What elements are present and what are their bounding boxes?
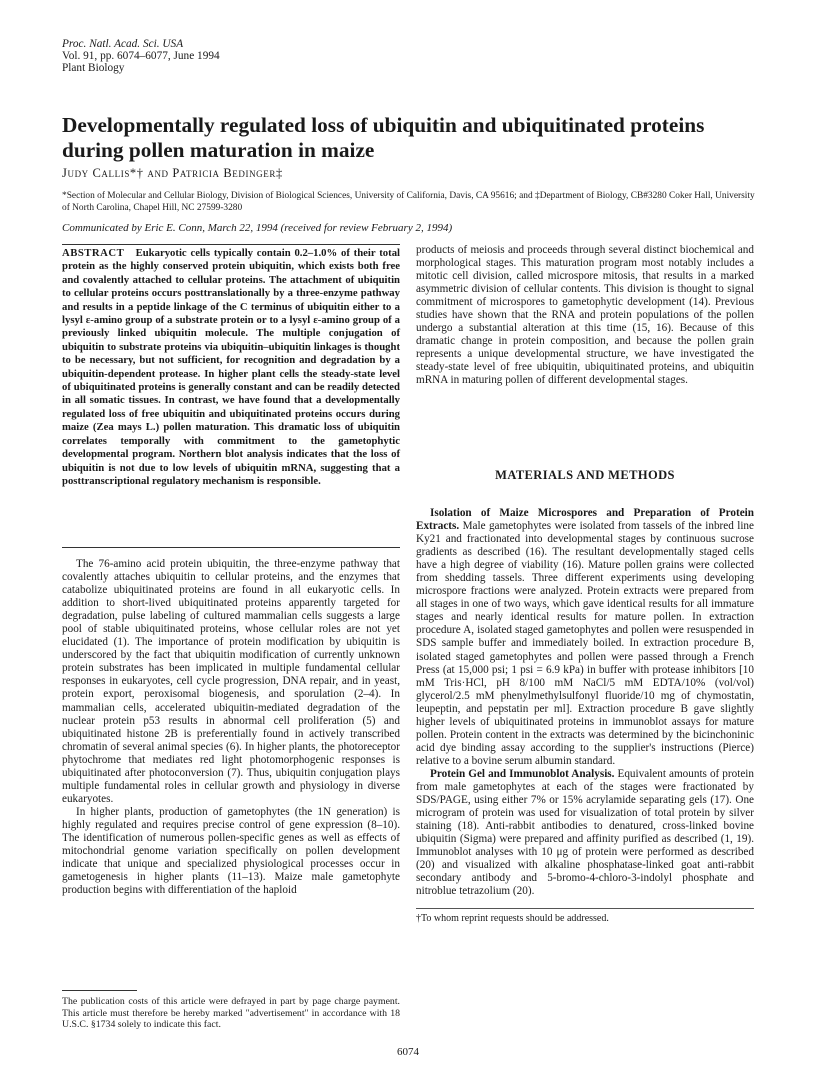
methods-column <box>416 507 754 898</box>
abstract-label: ABSTRACT <box>62 247 125 259</box>
reprint-footnote: †To whom reprint requests should be addressed. <box>416 913 609 924</box>
methods-subheading-1: Isolation of Maize Microspores and Preparation of Protein Extracts. <box>416 507 754 533</box>
intro-paragraph-1: The 76-amino acid protein ubiquitin, the three-enzyme pathway that covalently attaches ubiquitin to cellular proteins, and the enzymes that catabolize ubiquitinated proteins are found in all eukaryotic cells. In addition to short-lived ubiquitinated proteins apparently targeted for degradation, pulse labeling of cultured mammalian cells suggests a large pool of stable ubiquitinated proteins, whose cellular roles are not yet elucidated (1). The importance of protein modification by ubiquitin is underscored by the fact that ubiquitin modification of currently unknown protein substrates has been implicated in multiple fundamental cellular responses in eukaryotes, cell cycle progression, DNA repair, and in yeast, protein export, peroxisomal biogenesis, and sporulation (2–4). In mammalian cells, accelerated ubiquitin-mediated degradation of the nuclear protein p53 results in abnormal cell proliferation (5) and ubiquitinated histone 2B is preferentially found in actively transcribed chromatin of several animal species (6). In higher plants, the photoreceptor phytochrome that mediates red light photomorphogenic responses is ubiquitinated after photoconversion (7). Thus, ubiquitin conjugation plays multiple fundamental roles in cellular growth and physiology in diverse eukaryotes. <box>62 558 400 805</box>
methods-text-2: Equivalent amounts of protein from male gametophytes at each of the stages were fractionated by SDS/PAGE, using either 7% or 15% acrylamide separating gels (17). One microgram of protein was used for visualization of total protein by silver staining (18). Anti-rabbit antibodies to denatured, cross-linked bovine ubiquitin (Sigma) were prepared and affinity purified as described (1, 19). Immunoblot analyses with 10 μg of protein were performed as described (20) and visualized with alkaline phosphatase-linked goat anti-rabbit secondary antibody and 5-bromo-4-chloro-3-indolyl phosphate and nitroblue tetrazolium (20). <box>416 767 755 898</box>
section-label: Plant Biology <box>62 62 125 74</box>
footnote-divider-right <box>416 908 754 909</box>
intro-left-column <box>62 558 400 897</box>
author-list: Judy Callis*† and Patricia Bedinger‡ <box>62 166 283 180</box>
intro-paragraph-2: In higher plants, production of gametophytes (the 1N generation) is highly regulated and requires precise control of gene expression (8–10). The identification of numerous pollen-specific genes as well as effects of mitochondrial genome variation specifically on pollen development indicate that unique and specialized physiological processes occur in gametogenesis in higher plants (11–13). Maize male gametophyte production begins with differentiation of the haploid <box>62 805 400 897</box>
methods-paragraph-2 <box>416 768 754 898</box>
abstract <box>62 247 400 488</box>
page-number: 6074 <box>397 1046 419 1058</box>
article-title: Developmentally regulated loss of ubiquitin and ubiquitinated proteins during pollen maturation in maize <box>62 113 705 162</box>
publication-cost-footnote: The publication costs of this article were defrayed in part by page charge payment. This article must therefore be hereby marked "advertisement" in accordance with 18 U.S.C. §1734 solely to indicate this fact. <box>62 996 400 1030</box>
methods-paragraph-1 <box>416 507 754 768</box>
affiliations: *Section of Molecular and Cellular Biology, Division of Biological Sciences, University of California, Davis, CA 95616; and ‡Department of Biology, CB#3280 Coker Hall, University of North Carolina, Chapel Hill, NC 27599-3280 <box>62 191 755 213</box>
methods-subheading-2: Protein Gel and Immunoblot Analysis. <box>430 767 615 780</box>
intro-paragraph-3: products of meiosis and proceeds through several distinct biochemical and morphological stages. This maturation program most notably includes a mitotic cell division, called microspore mitosis, that results in a marked asymmetric division of cellular contents. This division is thought to signal commitment of microspores to gametophytic development (14). Previous studies have shown that the RNA and protein populations of the pollen undergo a substantial alteration at this time (15, 16). Because of this dramatic change in protein composition, and because the pollen grain represents a unique developmental structure, we have investigated the steady-state level of free ubiquitin, ubiquitinated proteins, and ubiquitin mRNA in maturing pollen of different developmental stages. <box>416 244 754 387</box>
journal-header <box>62 38 220 74</box>
communicated-by: Communicated by Eric E. Conn, March 22, 1994 (received for review February 2, 1994) <box>62 222 453 234</box>
footnote-divider-left <box>62 990 137 991</box>
methods-heading: MATERIALS AND METHODS <box>495 468 675 482</box>
abstract-text: Eukaryotic cells typically contain 0.2–1.0% of their total protein as the highly conserved protein ubiquitin, which exists both free and covalently attached to cellular proteins. The attachment of ubiquitin to cellular proteins occurs posttranslationally by a three-enzyme pathway and results in a peptide linkage of the C terminus of ubiquitin either to a lysyl ε-amino group of a substrate protein or to a lysyl ε-amino group of a previously linked ubiquitin molecule. The multiple conjugation of ubiquitin to substrate proteins via ubiquitin–ubiquitin linkages is thought to be necessary, but not sufficient, for recognition and degradation by a ubiquitin-dependent protease. In higher plant cells the steady-state level of ubiquitinated proteins is generally constant and can be readily detected in all somatic tissues. In contrast, we have found that a developmentally regulated loss of free ubiquitin and ubiquitinated proteins occurs during maize (Zea mays L.) pollen maturation. This dramatic loss of ubiquitin correlates temporally with commitment to the gametophytic developmental program. Northern blot analysis indicates that the loss of ubiquitin is not due to low levels of ubiquitin mRNA, suggesting that a posttranscriptional regulatory mechanism is responsible. <box>62 247 401 487</box>
volume-line: Vol. 91, pp. 6074–6077, June 1994 <box>62 50 220 62</box>
methods-text-1: Male gametophytes were isolated from tassels of the inbred line Ky21 and fractionated into developmental stages by continuous sucrose gradients as described (16). The resultant developmentally staged cells have a high degree of viability (16). Mature pollen grains were collected from shedding tassels. Three different experiments using developing microspore fractions were analyzed. Protein extracts were prepared from all stages in one of two ways, which gave identical results for all immature stages and nearly identical results for mature pollen. In extraction procedure A, isolated staged gametophytes and pollen were resuspended in SDS sample buffer and immediately boiled. In extraction procedure B, isolated staged gametophytes and pollen were passed through a French Press (at 15,000 psi; 1 psi = 6.9 kPa) in buffer with protease inhibitors [10 mM Tris·HCl, pH 8/100 mM NaCl/5 mM EDTA/10% (vol/vol) glycerol/2.5 mM phenylmethylsulfonyl fluoride/10 mg of chymostatin, leupeptin, and pepstatin per ml]. Extraction procedure B gave slightly higher levels of ubiquitinated proteins in immunoblot assays for mature pollen. Protein content in the extracts was determined by the bicinchoninic acid dye binding assay according to the supplier's instructions (Pierce) relative to a bovine serum albumin standard. <box>416 520 754 767</box>
journal-name: Proc. Natl. Acad. Sci. USA <box>62 38 184 50</box>
intro-right-column <box>416 244 754 388</box>
